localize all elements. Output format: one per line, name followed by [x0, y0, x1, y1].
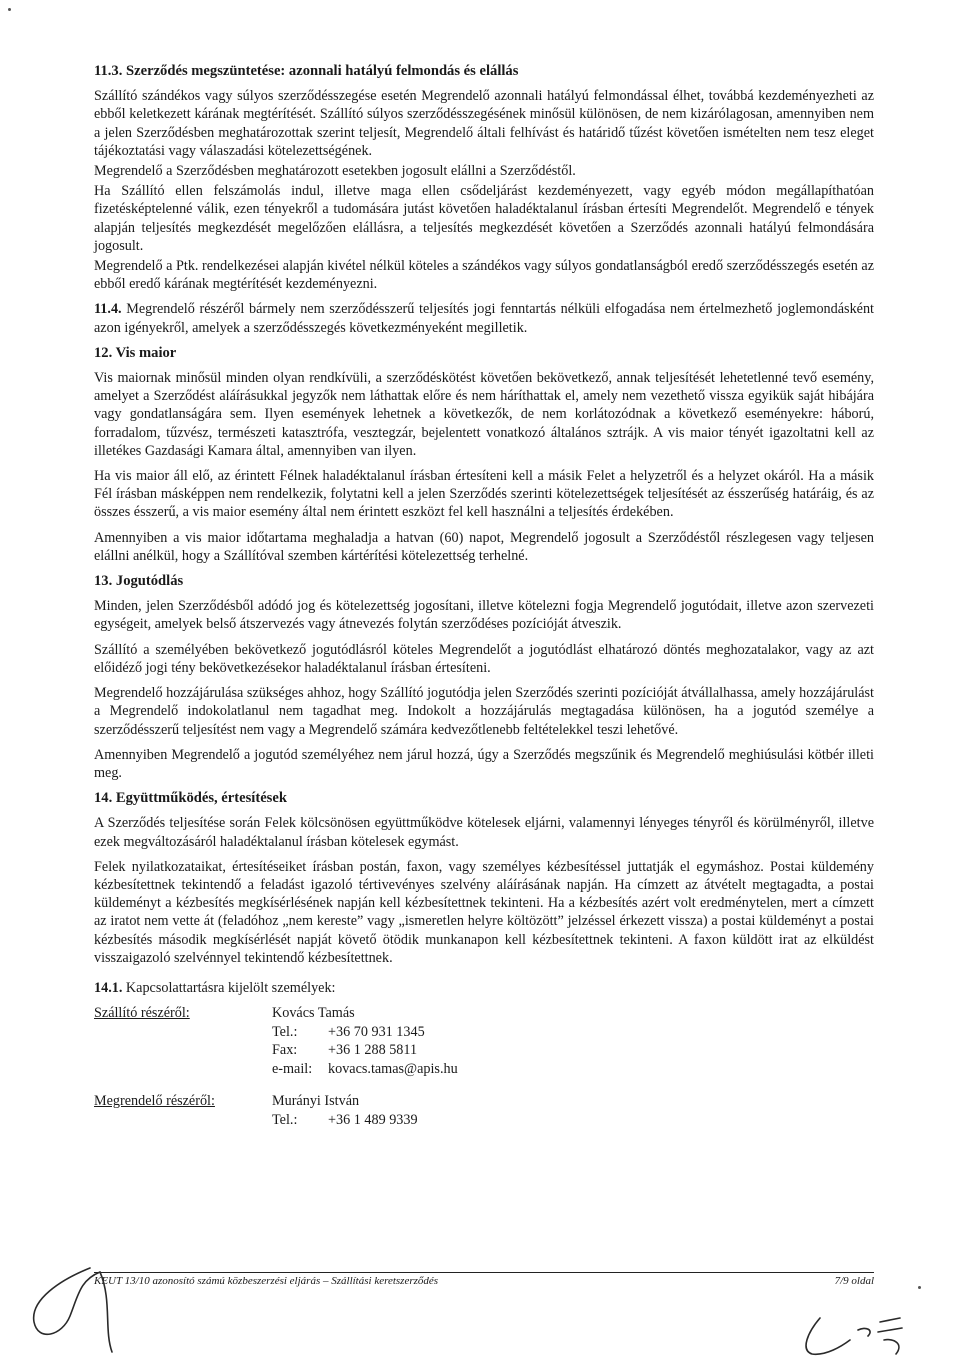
contact-role: Szállító részéről: [94, 1005, 190, 1022]
paragraph: Szállító a személyében bekövetkező jogutódlásról köteles Megrendelőt a jogutódlást elhatározó döntés meghozatalakor, vagy az azt előidéző jogi tény bekövetkezésekor haladéktalanul írásban értesíteni. [94, 641, 874, 676]
paragraph: Megrendelő a Ptk. rendelkezései alapján kivétel nélkül köteles a szándékos vagy súlyos gondatlanságból eredő szerződésszegés esetén az ebből eredő kárának megtérítését kezdeményezni. [94, 258, 874, 293]
footer-document-title: KEUT 13/10 azonosító számú közbeszerzési eljárás – Szállítási keretszerződés [94, 1275, 439, 1287]
contact-row [94, 1092, 874, 1111]
clause-14-1 [94, 979, 874, 997]
section-heading-11-3: 11.3. Szerződés megszüntetése: azonnali hatályú felmondás és elállás [94, 63, 519, 79]
contact-name: Kovács Tamás [272, 1005, 355, 1022]
clause-11-4 [94, 300, 874, 336]
phone-label: Tel.: [272, 1023, 298, 1040]
right-initials-signature [806, 1318, 902, 1354]
fax-value: +36 1 288 5811 [328, 1042, 418, 1059]
email-value: kovacs.tamas@apis.hu [328, 1060, 458, 1077]
paragraph: A Szerződés teljesítése során Felek kölcsönösen együttműködve kötelesek eljárni, valamennyi lényeges tényről és körülményről, illetve ezek megváltozásáról haladéktalanul írásban kötelesek egymást. [94, 815, 874, 850]
paragraph: Felek nyilatkozataikat, értesítéseiket írásban postán, faxon, vagy személyes kézbesítéssel juttatják el egymáshoz. Postai küldemény kézbesítettnek tekintendő a feladást igazoló tértivevényes szelvény aláírásának napján. Ha címzett az átvételt megtagadta, a postai küldeményt a kézbesítés megkísérlésének napján kell kézbesítettnek tekinteni. Ha a kézbesítés azért volt eredménytelen, mert a címzett az iratot nem vette át (feladóhoz „nem kereste” vagy „ismeretlen helyre költözött” jelzéssel érkezett vissza) a postai küldeményt a postai kézbesítés második megkísérlését napját követő ötödik munkanapon kell kézbesítettnek tekinteni. A faxon küldött irat az elküldést visszaigazoló szelvénnyel tekintendő kézbesítettnek. [94, 858, 874, 966]
clause-number: 11.4. [94, 301, 122, 318]
contact-row [94, 1004, 874, 1023]
fax-label: Fax: [272, 1042, 298, 1059]
contact-row [94, 1041, 874, 1060]
contact-row [94, 1023, 874, 1042]
email-label: e-mail: [272, 1060, 313, 1077]
section-heading-13: 13. Jogutódlás [94, 573, 184, 590]
page-footer [94, 1272, 874, 1287]
contact-role: Megrendelő részéről: [94, 1093, 215, 1110]
contact-row [94, 1060, 874, 1079]
margin-mark [918, 1286, 921, 1289]
paragraph: Ha vis maior áll elő, az érintett Félnek haladéktalanul írásban értesíteni kell a másik Felet a helyzetről és a helyzet okáról. Ha a másik Fél írásban másképpen nem rendelkezik, folytatni kell a jelen Szerződés szerinti kötelezettségek teljesítését az ésszerűség határáig, és az összes ésszerű, a vis maior esemény által nem érintett eszközt fel kell használni a teljesítés érdekében. [94, 468, 874, 521]
clause-text: Kapcsolattartásra kijelölt személyek: [125, 979, 336, 996]
contact-list [94, 1004, 874, 1129]
contact-row [94, 1111, 874, 1130]
paragraph: Minden, jelen Szerződésből adódó jog és kötelezettség jogosítani, illetve kötelezni fogja Megrendelő jogutódait, illetve azon szervezeti egységeit, amelyek belső átszervezés vagy átnevezés folytán szerződéses pozícióját átveszik. [94, 598, 874, 633]
clause-text: Megrendelő részéről bármely nem szerződésszerű teljesítés jogi fenntartás nélküli elfogadása nem értelmezhető joglemondásként azon igényekről, amelyek a szerződésszegés következményeként megilletik. [94, 301, 874, 336]
paragraph: Szállító szándékos vagy súlyos szerződésszegése esetén Megrendelő azonnali hatályú felmondással élhet, továbbá kezdeményezheti az ebből keletkezett kárának megtérítését. Szállító súlyos szerződésszegésének minősül különösen, de nem kizárólagosan, amennyiben nem a jelen Szerződésben meghatározottak szerint teljesít, Megrendelő általi felhívást és határidő tűzést követően ismételten nem tesz eleget tájékoztatási vagy válaszadási kötelezettségének. [94, 88, 874, 159]
paragraph: Amennyiben Megrendelő a jogutód személyéhez nem járul hozzá, úgy a Szerződés megszűnik és Megrendelő meghiúsulási kötbér illeti meg. [94, 746, 874, 781]
paragraph: Megrendelő hozzájárulása szükséges ahhoz, hogy Szállító jogutódja jelen Szerződés szerinti pozícióját átvállalhassa, amely hozzájárulást a Megrendelő indokolatlanul nem tagadhat meg. Indokolt a hozzájárulás megtagadása különösen, ha a jogutód személye a szerződésszerű teljesítést nem vagy a Megrendelő számára kedvezőtlenebb feltételekkel teszi lehetővé. [94, 685, 874, 738]
paragraph: Ha Szállító ellen felszámolás indul, illetve maga ellen csődeljárást kezdeményezett, vagy egyéb módon megállapíthatóan fizetésképtelenné válik, ezen tényekről a tudomására jutást követően haladéktalanul írásban értesíti Megrendelőt. Megrendelő e tények alapján teljesítés megkezdését megelőzően elállásra, a teljesítés megkezdését követően a Szerződés azonnali hatályú felmondására jogosult. [94, 183, 874, 254]
footer-page-number: 7/9 oldal [834, 1275, 874, 1287]
contact-name: Murányi István [272, 1093, 360, 1110]
margin-mark [8, 8, 11, 11]
phone-label: Tel.: [272, 1111, 298, 1128]
document-body [94, 60, 874, 1129]
paragraph: Vis maiornak minősül minden olyan rendkívüli, a szerződéskötést követően bekövetkező, annak teljesítését lehetetlenné tevő esemény, amelyet a Szerződést aláírásukkal jegyzők nem láthattak előre és nem háríthattak el, amely nem vezethető vissza egyikük saját hibájára vagy gondatlanságára sem. Ilyen események lehetnek a következők, de nem korlátozódnak a következő eseményekre: háború, forradalom, tűzvész, természeti katasztrófa, vesztegzár, bejelentett vonatkozó általános sztrájk. A vis maior tényét igazoltatni kell az illetékes Gazdasági Kamara által, amennyiben van ilyen. [94, 370, 874, 459]
section-heading-14: 14. Együttműködés, értesítések [94, 790, 287, 807]
paragraph: Megrendelő a Szerződésben meghatározott esetekben jogosult elállni a Szerződéstől. [94, 163, 576, 180]
paragraph: Amennyiben a vis maior időtartama meghaladja a hatvan (60) napot, Megrendelő jogosult a Szerződéstől részlegesen vagy teljesen elállni anélkül, hogy a Szállítóval szemben kártérítési kötelezettség terhelné. [94, 529, 874, 564]
clause-number: 14.1. [94, 979, 123, 996]
phone-value: +36 1 489 9339 [328, 1111, 418, 1128]
section-heading-12: 12. Vis maior [94, 344, 177, 361]
phone-value: +36 70 931 1345 [328, 1023, 425, 1040]
